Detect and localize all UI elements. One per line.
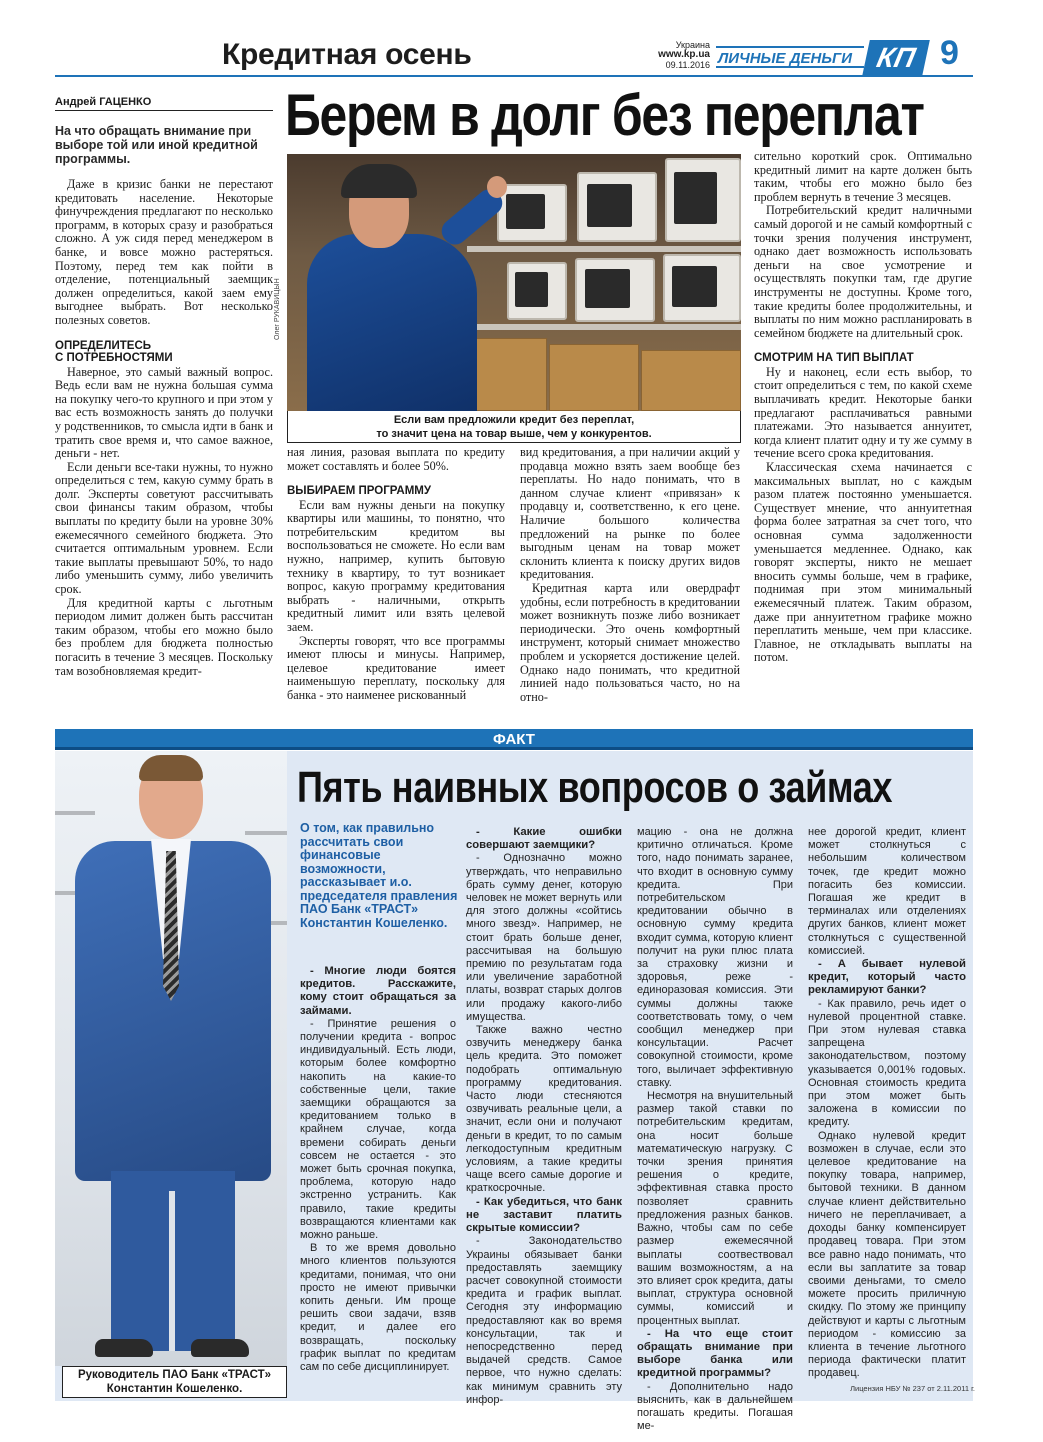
portrait-caption-line: Константин Кошеленко. xyxy=(106,1383,243,1395)
interview-question: - Многие люди боятся кредитов. Расскажите, кому стоит обращаться за займами. xyxy=(300,965,456,1017)
masthead-date: 09.11.2016 xyxy=(665,60,710,70)
paragraph: Для кредитной карты с льготным периодом лимит должен быть рассчитан таким образом, чтобы его можно было без проблем для бюджета полностью погасить в течение 3 месяцев. Поскольку там возобновляемая кредит- xyxy=(55,595,273,678)
interview-answer: - Дополнительно надо выяснить, как в дальнейшем погашать кредиты. Погашая ме- xyxy=(637,1380,793,1433)
paragraph: ная линия, разовая выплата по кредиту может составлять и более 50%. xyxy=(287,445,505,473)
fact-column-1 xyxy=(300,965,456,1374)
portrait-caption xyxy=(62,1366,287,1398)
article-headline: Берем в долг без переплат xyxy=(285,83,924,148)
paragraph: вид кредитования, а при наличии акций у продавца можно взять заем вообще без переплаты. Но надо понимать, что в данном случае клиент «привязан» к продавцу и, соответственно, к его цене. Наличие большого количества предложений на рынке по более выгодным ценам на товар может склонить клиента к поиску других видов кредитования. xyxy=(520,445,740,582)
photo-caption xyxy=(287,411,741,443)
fact-column-2 xyxy=(466,826,622,1407)
section-title: Кредитная осень xyxy=(222,38,472,71)
portrait-caption-line: Руководитель ПАО Банк «ТРАСТ» xyxy=(77,1369,272,1381)
paragraph: Если вам нужны деньги на покупку квартиры или машины, то понятно, что потребительским кредитом вы воспользоваться не сможете. Но если вам нужно, например, купить бытовую технику в квартиру, то тут возникает вопрос, какую программу кредитования выбрать - наличными, открыть кредитный лимит или взять целевой заем. xyxy=(287,497,505,635)
masthead-site: www.kp.ua xyxy=(658,49,710,60)
article-column-1 xyxy=(55,178,273,678)
paragraph: Если деньги все-таки нужны, то нужно определиться с тем, какую сумму брать в долг. Эксперты советуют рассчитывать свои финансы таким образом, чтобы выплаты по кредиту были на уровне 30% ежемесячного семейного бюджета. Это считается оптимальным уровнем. Если такие выплаты превышают 50%, то надо либо уменьшить сумму, либо увеличить срок. xyxy=(55,459,273,597)
paragraph: Ну и наконец, если есть выбор, то стоит определиться с тем, по какой схеме выплачивать кредит. Некоторые банки предлагают расплачиваться равными платежами. Это называется аннуитет, когда клиент платит одну и ту же сумму в течение всего срока кредитования. xyxy=(754,364,972,461)
fact-label: ФАКТ xyxy=(493,731,535,748)
rubric-label: ЛИЧНЫЕ ДЕНЬГИ xyxy=(716,46,864,68)
subheading: ВЫБИРАЕМ ПРОГРАММУ xyxy=(287,485,432,498)
interview-question: - Какие ошибки совершают заемщики? xyxy=(466,826,622,852)
paragraph: сительно короткий срок. Оптимально кредитный лимит на карте должен быть таким, чтобы его можно было без проблем вернуть в течение 3 месяцев. xyxy=(754,149,972,204)
subheading-line: ОПРЕДЕЛИТЕСЬ xyxy=(55,339,152,352)
interview-question: - На что еще стоит обращать внимание при выборе банка или кредитной программы? xyxy=(637,1327,793,1380)
interview-question: - А бывает нулевой кредит, который часто рекламируют банки? xyxy=(808,958,966,997)
interview-answer: - Однозначно можно утверждать, что неправильно брать сумму денег, которую человек не может вернуть или для этого должны «сойтись много звезд». Например, не стоит брать больше денег, рассчитывая на большую премию по результатам года или увеличение заработной платы, возврат старых долгов или продажу какого-либо имущества. xyxy=(466,852,622,1023)
article-column-3 xyxy=(520,446,740,704)
portrait-photo xyxy=(55,751,287,1366)
subheading xyxy=(55,340,273,365)
interview-answer: В то же время довольно много клиентов пользуются кредитами, понимая, что они просто не имеют привычки копить деньги. Им проще решить свои задачи, взяв кредит, и далее его возвращать, поскольку график выплат по кредитам сам по себе дисциплинирует. xyxy=(300,1242,456,1374)
interview-answer: - Принятие решения о получении кредита - вопрос индивидуальный. Есть люди, которым более комфортно накопить на какие-то собственные цели, такие заемщики обращаются за кредитованием только в крайнем случае, когда времени собирать деньги совсем не остается - это может быть срочная покупка, проблема, которую надо экстренно устранить. Как правило, такие кредиты возвращаются клиентами как можно раньше. xyxy=(300,1017,456,1242)
interview-question: - Как убедиться, что банк не заставит платить скрытые комиссии? xyxy=(466,1195,622,1235)
paragraph: Потребительский кредит наличными самый дорогой и не самый комфортный с точки зрения получения инструмент, однако дает возможность использовать деньги на свое усмотрение и осуществлять покупки там, где другие инструменты не доступны. Кроме того, такие кредиты более продолжительны, и выплаты по ним можно распланировать в семейном бюджете на длительный срок. xyxy=(754,203,972,340)
photo-caption-line: то значит цена на товар выше, чем у конкурентов. xyxy=(376,428,652,440)
fact-lead: О том, как правильно рассчитать свои финансовые возможности, рассказывает и.о. председателя правления ПАО Банк «ТРАСТ» Константин Кошеленко. xyxy=(300,821,458,930)
article-column-4 xyxy=(754,150,972,665)
fact-column-3 xyxy=(637,826,793,1433)
license-note: Лицензия НБУ № 237 от 2.11.2011 г. xyxy=(850,1384,975,1393)
paragraph: Наверное, это самый важный вопрос. Ведь если вам не нужна большая сумма на покупку чего-то крупного и при этом у вас есть возможность занять до получки у родственников, то смысла идти в банк и тратить свое время и, что самое важное, деньги - нет. xyxy=(55,364,273,461)
paragraph: Даже в кризис банки не перестают кредитовать население. Некоторые финучреждения предлагают по несколько программ, в которых сразу и разобраться сложно. А уж сидя перед менеджером в банке, и вовсе можно растеряться. Поэтому, перед тем как пойти в отделение, потенциальный заемщик должен определиться, какой заем ему выгоднее выбрать. Вот несколько полезных советов. xyxy=(55,177,273,327)
interview-answer: Однако нулевой кредит возможен в случае, если это целевое кредитование на покупку товара, например, бытовой техники. В данном случае клиент действительно ничего не переплачивает, а доходы банку компенсирует продавец товара. При этом все равно надо понимать, что если вы заплатите за товар своими деньгами, то смело можете просить приличную скидку. По этому же принципу действуют и карты с льготным периодом - комиссию за клиента в течение льготного периода фактически платит продавец. xyxy=(808,1129,966,1380)
interview-answer: нее дорогой кредит, клиент может столкнуться с небольшим количеством точек, где кредит можно погасить без комиссии. Погашая же кредит в терминалах или отделениях других банков, клиент может столкнуться с существенной комиссией. xyxy=(808,826,966,957)
store-photo xyxy=(287,154,741,411)
interview-answer: - Как правило, речь идет о нулевой процентной ставке. При этом нулевая ставка запрещена законодательством, поэтому указывается 0,001% годовых. Основная стоимость кредита при этом может быть заложена в комиссии по кредиту. xyxy=(808,997,966,1129)
subheading-line: С ПОТРЕБНОСТЯМИ xyxy=(55,352,173,365)
paragraph: Кредитная карта или овердрафт удобны, если потребность в кредитовании может возникнуть позже либо возникает периодически. Это очень комфортный инструмент, который снимает множество проблем и ускоряется достижение целей. Однако надо понимать, что кредитной линией надо пользоваться часто, но на отно- xyxy=(520,580,740,704)
photo-credit: Олег РУКАВИЦЫН xyxy=(274,278,281,340)
interview-answer: мацию - она не должна критично отличаться. Кроме того, надо понимать заранее, что входит в основную сумму кредита. При потребительском кредитовании обычно в основную сумму кредита входит сумма, которую клиент получит на руки плюс плата за страховку жизни и здоровья, реже - единоразовая комиссия. Эти суммы должны также соответствовать тому, о чем сообщил менеджер при консультации. Расчет совокупной стоимости, кроме того, выличает эффективную ставку. xyxy=(637,826,793,1089)
paragraph: Классическая схема начинается с максимальных выплат, но с каждым разом платеж постоянно уменьшается. Существует мнение, что аннуитетная форма более затратная за счет того, что основная сумма задолженности уменьшается медленнее. Однако, как говорят эксперты, никто не мешает вносить суммы больше, чем в графике, поднимая при этом минимальный ежемесячный платеж. Таким образом, даже при аннуитетном графике можно переплатить меньше, чем при классике. Главное, не откладывать выплаты на потом. xyxy=(754,459,972,665)
header-rule xyxy=(55,75,973,77)
subheading: СМОТРИМ НА ТИП ВЫПЛАТ xyxy=(754,352,914,365)
page-number: 9 xyxy=(940,34,959,72)
masthead-country: Украина xyxy=(675,40,710,50)
photo-caption-line: Если вам предложили кредит без переплат, xyxy=(393,414,635,426)
article-lead: На что обращать внимание при выборе той или иной кредитной программы. xyxy=(55,124,258,166)
interview-answer: Также важно честно озвучить менеджеру банка цель кредита. Это поможет подобрать оптимальную программу кредитования. Часто люди стесняются озвучивать реальные цели, а значит, если они и получают деньги в кредит, то по самым легкодоступным кредитным условиям, а такие кредиты чаще всего самые дорогие и краткосрочные. xyxy=(466,1024,622,1195)
article-author: Андрей ГАЦЕНКО xyxy=(55,96,273,111)
interview-answer: - Законодательство Украины обязывает банки предоставлять заемщику расчет совокупной стоимости кредита и график выплат. Сегодня эту информацию предоставляют как во время консультации, так и непосредственно перед выдачей средств. Самое первое, что нужно сделать: как минимум сравнить эту инфор- xyxy=(466,1235,622,1406)
article-column-2 xyxy=(287,446,505,703)
fact-column-4 xyxy=(808,826,966,1381)
paragraph: Эксперты говорят, что все программы имеют плюсы и минусы. Например, целевое кредитование имеет наименьшую переплату, поскольку для банка - это наименее рискованный xyxy=(287,633,505,702)
interview-answer: Несмотря на внушительный размер такой ставки по потребительским кредитам, она носит больше математическую нагрузку. С точки зрения принятия решения о кредите, эффективная ставка просто позволяет сравнить предложения разных банков. Важно, чтобы сам по себе размер ежемесячной выплаты соотвествовал вашим возможностям, а на это влияет срок кредита, даты выплат, структура основной суммы, комиссий и процентных выплат. xyxy=(637,1090,793,1327)
masthead-meta xyxy=(640,40,710,70)
newspaper-logo: КП xyxy=(862,40,930,76)
fact-headline: Пять наивных вопросов о займах xyxy=(297,763,893,812)
